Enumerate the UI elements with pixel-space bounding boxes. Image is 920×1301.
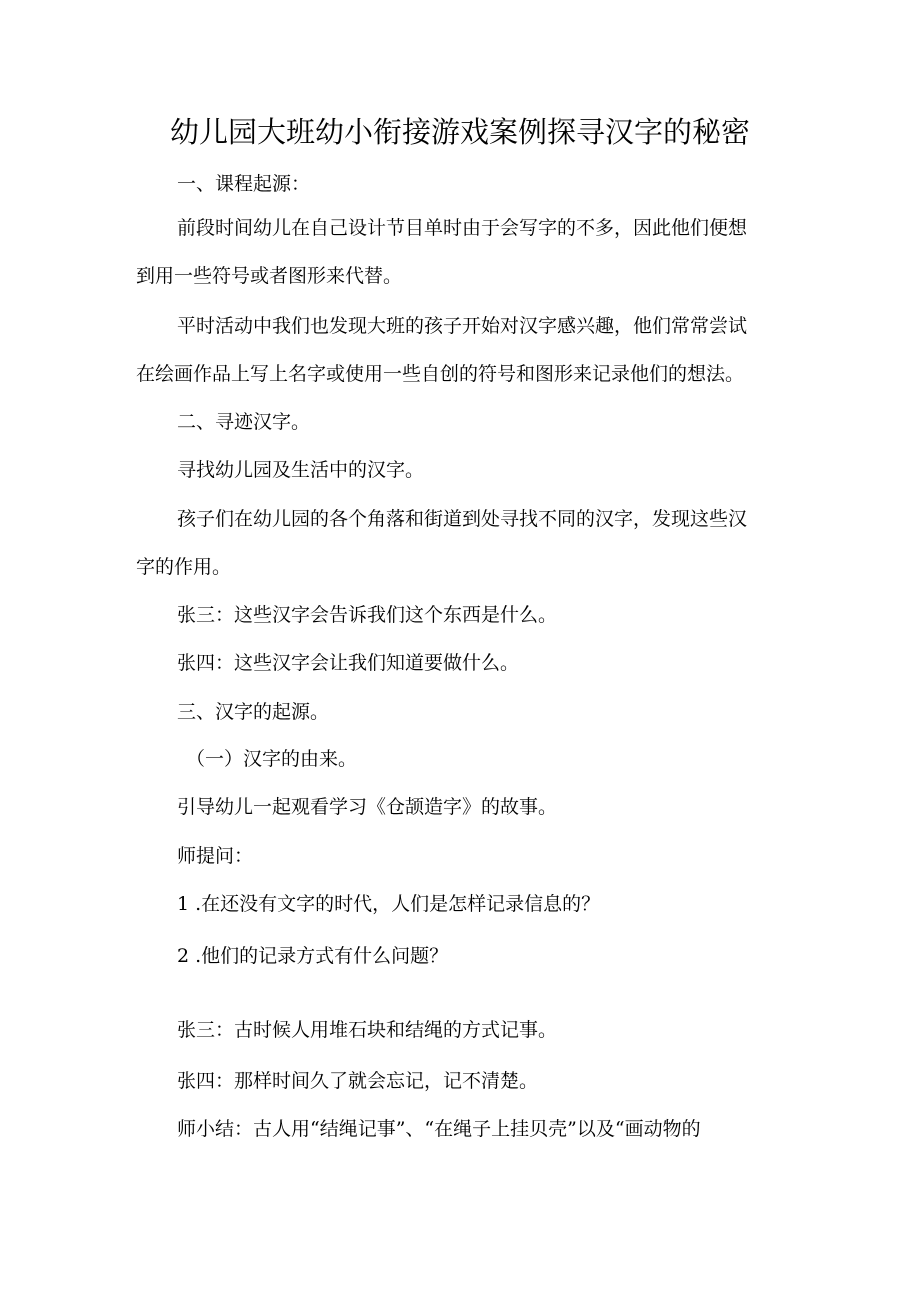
dialogue-line: 张三：这些汉字会告诉我们这个东西是什么。 bbox=[177, 604, 558, 626]
dialogue-line: 张四：这些汉字会让我们知道要做什么。 bbox=[177, 652, 520, 674]
document-title: 幼儿园大班幼小衔接游戏案例探寻汉字的秘密 bbox=[169, 115, 750, 149]
question-item-1: 1 .在还没有文字的时代，人们是怎样记录信息的？ bbox=[177, 893, 601, 915]
summary-line: 师小结：古人用“结绳记事”、“在绳子上挂贝壳”以及“画动物的 bbox=[177, 1118, 701, 1140]
dialogue-line: 张三：古时候人用堆石块和结绳的方式记事。 bbox=[177, 1019, 558, 1041]
paragraph-line: 引导幼儿一起观看学习《仓颉造字》的故事。 bbox=[177, 796, 558, 818]
paragraph-line: 师提问： bbox=[177, 845, 254, 867]
paragraph-line: 前段时间幼儿在自己设计节目单时由于会写字的不多，因此他们便想 bbox=[177, 217, 748, 239]
question-item-2: 2 .他们的记录方式有什么问题？ bbox=[177, 945, 449, 967]
subsection-heading: （一）汉字的由来。 bbox=[186, 748, 358, 770]
paragraph-line: 孩子们在幼儿园的各个角落和街道到处寻找不同的汉字，发现这些汉 bbox=[177, 508, 748, 530]
dialogue-line: 张四：那样时间久了就会忘记，记不清楚。 bbox=[177, 1070, 539, 1092]
paragraph-line: 平时活动中我们也发现大班的孩子开始对汉字感兴趣，他们常常尝试 bbox=[177, 315, 748, 337]
section-heading-3: 三、汉字的起源。 bbox=[177, 701, 330, 723]
paragraph-line: 寻找幼儿园及生活中的汉字。 bbox=[177, 459, 425, 481]
paragraph-line: 在绘画作品上写上名字或使用一些自创的符号和图形来记录他们的想法。 bbox=[136, 363, 745, 385]
paragraph-line: 字的作用。 bbox=[136, 556, 232, 578]
section-heading-1: 一、课程起源： bbox=[177, 173, 311, 195]
section-heading-2: 二、寻迹汉字。 bbox=[177, 411, 311, 433]
paragraph-line: 到用一些符号或者图形来代替。 bbox=[136, 265, 403, 287]
